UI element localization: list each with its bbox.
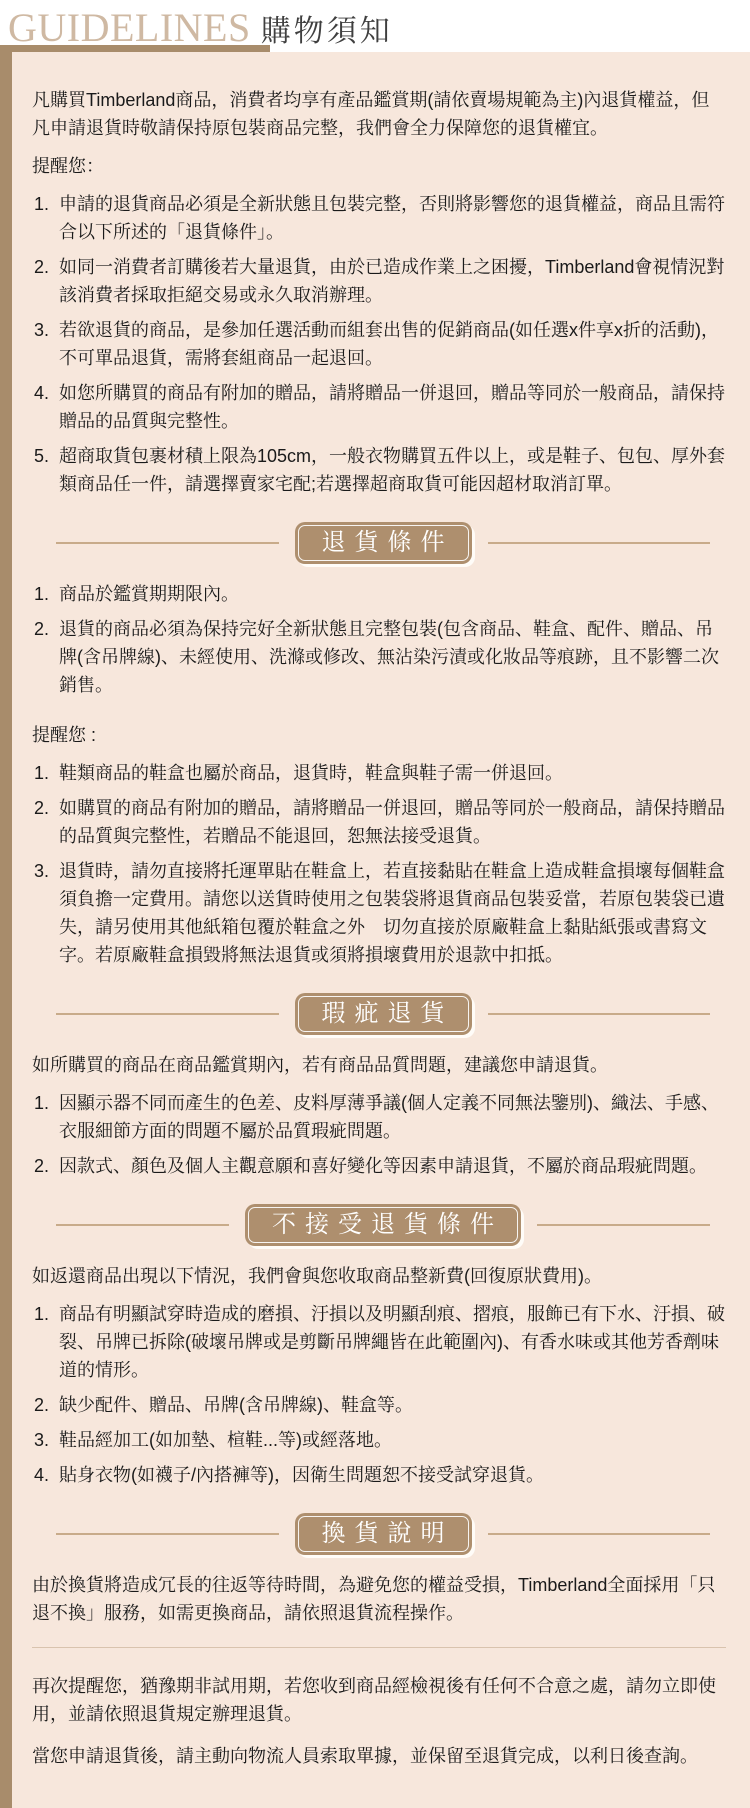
list-item: 因顯示器不同而產生的色差、皮料厚薄爭議(個人定義不同無法鑒別)、織法、手感、衣服細節方面的問題不屬於品質瑕疵問題。 — [59, 1093, 719, 1141]
head-line-right — [488, 1013, 711, 1015]
return-conditions-list — [32, 580, 726, 699]
section-header-rejected-returns — [56, 1204, 710, 1246]
section-header-return-conditions — [56, 522, 710, 564]
section-title-pill: 瑕疵退貨 — [295, 993, 472, 1035]
rejected-returns-list — [32, 1300, 726, 1489]
closing-notes — [32, 1672, 726, 1770]
list-item: 缺少配件、贈品、吊牌(含吊牌線)、鞋盒等。 — [59, 1395, 413, 1415]
list-item: 申請的退貨商品必須是全新狀態且包裝完整，否則將影響您的退貨權益，商品且需符合以下所述的「退貨條件」。 — [59, 194, 725, 242]
list-item: 如您所購買的商品有附加的贈品，請將贈品一併退回，贈品等同於一般商品，請保持贈品的品質與完整性。 — [59, 383, 725, 431]
list-item: 若欲退貨的商品，是參加任選活動而組套出售的促銷商品(如任選x件享x折的活動)，不可單品退貨，需將套組商品一起退回。 — [59, 320, 719, 368]
head-line-left — [56, 542, 279, 544]
section-header-exchange-policy — [56, 1513, 710, 1555]
closing-note-2: 當您申請退貨後，請主動向物流人員索取單據，並保留至退貨完成，以利日後查詢。 — [32, 1746, 698, 1766]
list-item: 如同一消費者訂購後若大量退貨，由於已造成作業上之困擾，Timberland會視情況對該消費者採取拒絕交易或永久取消辦理。 — [59, 257, 725, 305]
page-header — [0, 0, 750, 45]
closing-note-1: 再次提醒您，猶豫期非試用期，若您收到商品經檢視後有任何不合意之處，請勿立即使用，並請依照退貨規定辦理退貨。 — [32, 1676, 716, 1724]
list-item: 鞋品經加工(如加墊、楦鞋...等)或經落地。 — [59, 1430, 392, 1450]
rejected-returns-intro: 如返還商品出現以下情況，我們會與您收取商品整新費(回復原狀費用)。 — [32, 1266, 602, 1286]
head-line-left — [56, 1533, 279, 1535]
head-line-left — [56, 1224, 229, 1226]
head-line-right — [537, 1224, 710, 1226]
section-header-defect-returns — [56, 993, 710, 1035]
list-item: 因款式、顏色及個人主觀意願和喜好變化等因素申請退貨，不屬於商品瑕疵問題。 — [59, 1156, 707, 1176]
head-line-left — [56, 1013, 279, 1015]
defect-returns-intro: 如所購買的商品在商品鑑賞期內，若有商品品質問題，建議您申請退貨。 — [32, 1055, 608, 1075]
pre-reminder-label: 提醒您： — [32, 156, 104, 176]
list-item: 超商取貨包裹材積上限為105cm，一般衣物購買五件以上，或是鞋子、包包、厚外套類商品任一件，請選擇賣家宅配;若選擇超商取貨可能因超材取消訂單。 — [59, 446, 726, 494]
section-title-pill: 換貨說明 — [295, 1513, 472, 1555]
pre-reminder-list — [32, 190, 726, 498]
list-item: 商品於鑑賞期期限內。 — [59, 584, 239, 604]
return-reminder-label: 提醒您 : — [32, 725, 97, 745]
page-title-en: GUIDELINES — [8, 5, 251, 45]
guidelines-panel — [0, 52, 750, 1808]
defect-returns-list — [32, 1089, 726, 1180]
list-item: 商品有明顯試穿時造成的磨損、汙損以及明顯刮痕、摺痕，服飾已有下水、汙損、破裂、吊牌已拆除(破壞吊牌或是剪斷吊牌繩皆在此範圍內)、有香水味或其他芳香劑味道的情形。 — [59, 1304, 725, 1380]
page-title-zh: 購物須知 — [260, 15, 393, 45]
list-item: 貼身衣物(如襪子/內搭褲等)，因衛生問題恕不接受試穿退貨。 — [59, 1465, 544, 1485]
list-item: 如購買的商品有附加的贈品，請將贈品一併退回，贈品等同於一般商品，請保持贈品的品質與完整性，若贈品不能退回，恕無法接受退貨。 — [59, 798, 725, 846]
exchange-policy-body: 由於換貨將造成冗長的往返等待時間，為避免您的權益受損，Timberland全面採用「只退不換」服務，如需更換商品，請依照退貨流程操作。 — [32, 1575, 716, 1623]
bottom-divider — [32, 1647, 726, 1648]
return-reminder-list — [32, 759, 726, 969]
head-line-right — [488, 542, 711, 544]
list-item: 退貨的商品必須為保持完好全新狀態且完整包裝(包含商品、鞋盒、配件、贈品、吊牌(含吊牌線)、未經使用、洗滌或修改、無沾染污漬或化妝品等痕跡，且不影響二次銷售。 — [59, 619, 719, 695]
section-title-pill: 退貨條件 — [295, 522, 472, 564]
intro-paragraph: 凡購買Timberland商品，消費者均享有產品鑑賞期(請依賣場規範為主)內退貨權益，但凡申請退貨時敬請保持原包裝商品完整，我們會全力保障您的退貨權宜。 — [32, 90, 710, 138]
header-accent-bar — [0, 45, 270, 52]
head-line-right — [488, 1533, 711, 1535]
section-title-pill: 不接受退貨條件 — [245, 1204, 521, 1246]
list-item: 鞋類商品的鞋盒也屬於商品，退貨時，鞋盒與鞋子需一併退回。 — [59, 763, 563, 783]
list-item: 退貨時，請勿直接將托運單貼在鞋盒上，若直接黏貼在鞋盒上造成鞋盒損壞每個鞋盒須負擔一定費用。請您以送貨時使用之包裝袋將退貨商品包裝妥當，若原包裝袋已遺失，請另使用其他紙箱包覆於鞋盒之外 切勿直接於原廠鞋盒上黏貼紙張或書寫文字。若原廠鞋盒損毀將無法退貨或須將損壞費用於退款中扣抵。 — [59, 861, 725, 965]
